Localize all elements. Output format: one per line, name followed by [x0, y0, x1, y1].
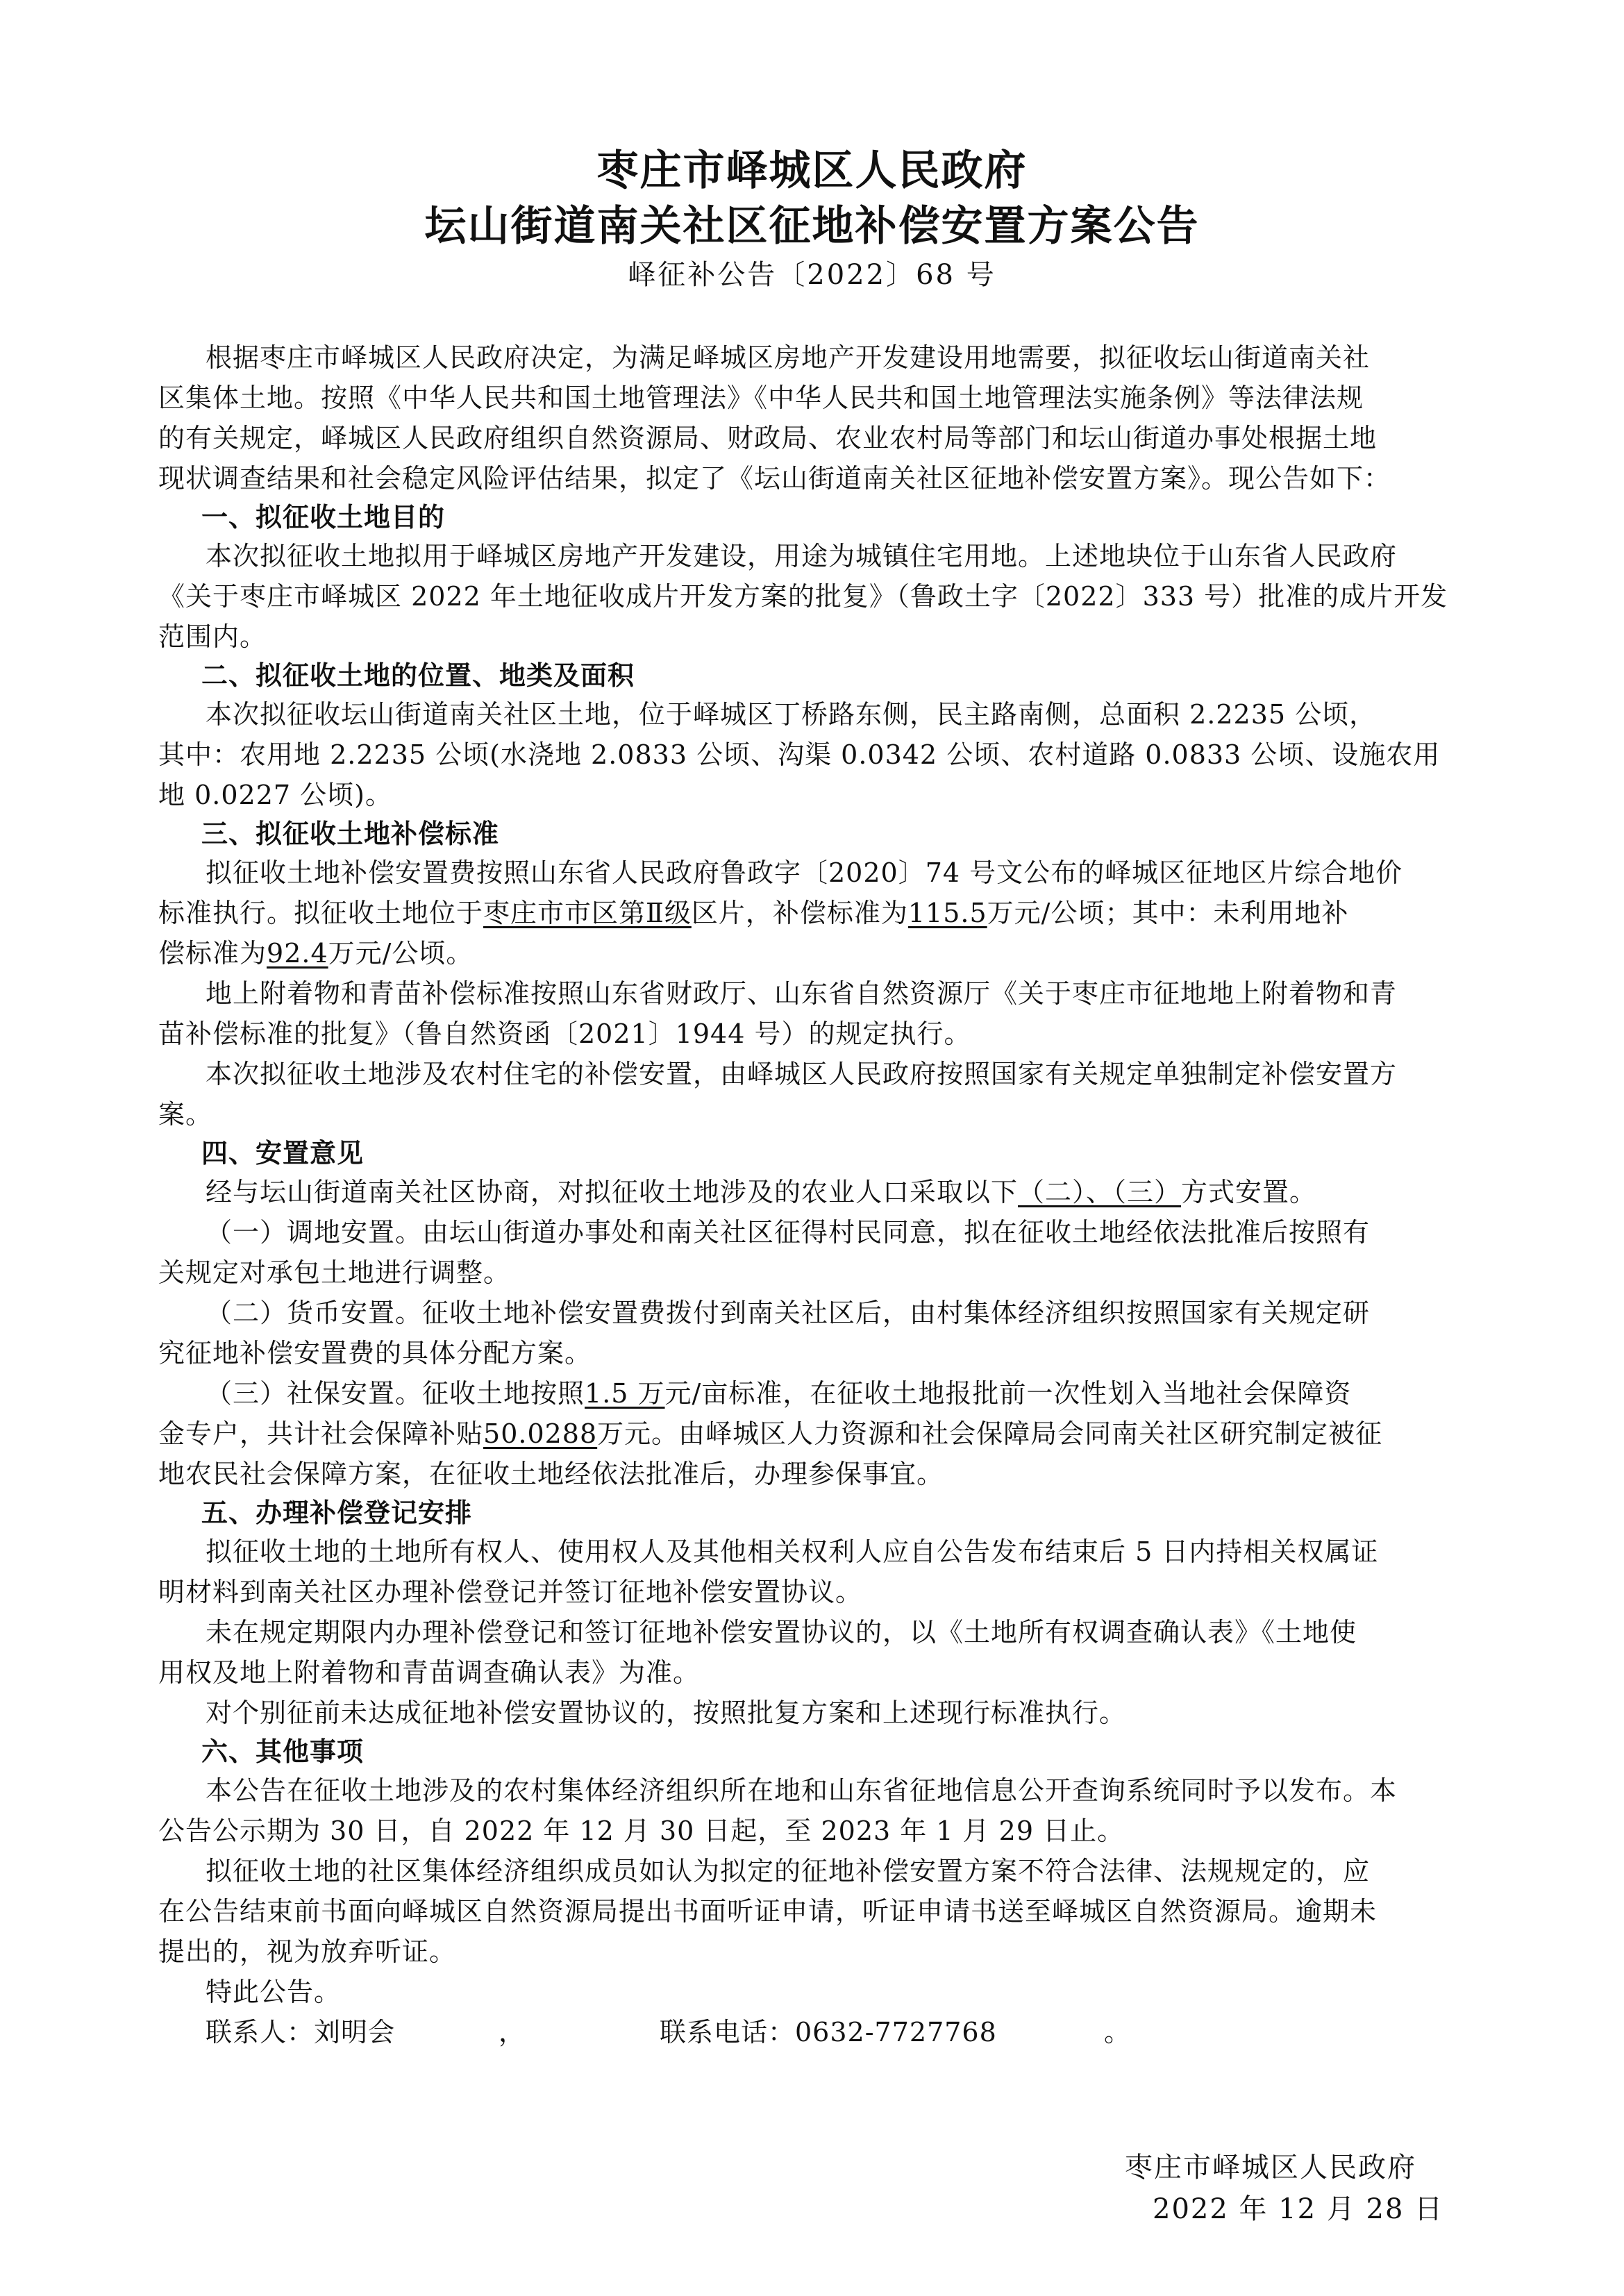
- underlined-value: 50.0288: [483, 1418, 598, 1449]
- paragraph-line: 苗补偿标准的批复》（鲁自然资函〔2021〕1944 号）的规定执行。: [158, 1019, 971, 1049]
- intro-line: 根据枣庄市峄城区人民政府决定，为满足峄城区房地产开发建设用地需要，拟征收坛山街道南关社: [206, 342, 1371, 373]
- paragraph-line: 本次拟征收土地拟用于峄城区房地产开发建设，用途为城镇住宅用地。上述地块位于山东省人民政府: [206, 541, 1398, 571]
- paragraph-line: [158, 936, 1530, 971]
- signature-organization: 枣庄市峄城区人民政府: [1125, 2152, 1416, 2184]
- underlined-value: 枣庄市市区第Ⅱ级: [483, 898, 692, 928]
- paragraph-line: 未在规定期限内办理补偿登记和签订征地补偿安置协议的，以《土地所有权调查确认表》《土地使: [206, 1617, 1357, 1648]
- contact-person: 联系人：刘明会: [206, 2017, 396, 2047]
- paragraph-line: 在公告结束前书面向峄城区自然资源局提出书面听证申请，听证申请书送至峄城区自然资源局。逾期未: [158, 1896, 1378, 1927]
- intro-line: 的有关规定，峄城区人民政府组织自然资源局、财政局、农业农村局等部门和坛山街道办事处根据土地: [158, 423, 1378, 453]
- section-heading: 六、其他事项: [201, 1736, 365, 1767]
- text-run: （三）社保安置。征收土地按照: [206, 1378, 585, 1409]
- paragraph-line: 地 0.0227 公顷)。: [158, 780, 392, 810]
- paragraph-line: [158, 1416, 1530, 1451]
- paragraph-line: 地农民社会保障方案，在征收土地经依法批准后，办理参保事宜。: [158, 1459, 944, 1489]
- paragraph-line: 本次拟征收土地涉及农村住宅的补偿安置，由峄城区人民政府按照国家有关规定单独制定补偿安置方: [206, 1059, 1398, 1089]
- paragraph-line: 关规定对承包土地进行调整。: [158, 1257, 511, 1288]
- document-number: 峄征补公告〔2022〕68 号: [628, 259, 996, 291]
- paragraph-line: 究征地补偿安置费的具体分配方案。: [158, 1338, 592, 1368]
- underlined-value: 92.4: [267, 938, 328, 969]
- paragraph-line: [206, 1175, 1530, 1209]
- intro-line: 区集体土地。按照《中华人民共和国土地管理法》《中华人民共和国土地管理法实施条例》等法律法规: [158, 383, 1364, 413]
- underlined-value: 1.5 万: [585, 1378, 665, 1409]
- paragraph-line: （二）货币安置。征收土地补偿安置费拨付到南关社区后，由村集体经济组织按照国家有关规定研: [206, 1298, 1371, 1328]
- contact-period: 。: [1104, 2017, 1132, 2047]
- paragraph-line: 提出的，视为放弃听证。: [158, 1936, 457, 1967]
- paragraph-line: 本公告在征收土地涉及的农村集体经济组织所在地和山东省征地信息公开查询系统同时予以发布。本: [206, 1775, 1398, 1806]
- section-heading: 五、办理补偿登记安排: [201, 1497, 473, 1528]
- paragraph-line: 拟征收土地补偿安置费按照山东省人民政府鲁政字〔2020〕74 号文公布的峄城区征地区片综合地价: [206, 857, 1403, 888]
- text-run: 万元/公顷。: [328, 938, 474, 969]
- text-run: 偿标准为: [158, 938, 267, 969]
- paragraph-line: 本次拟征收坛山街道南关社区土地，位于峄城区丁桥路东侧，民主路南侧，总面积 2.2235 公顷，: [206, 699, 1377, 730]
- paragraph-line: 公告公示期为 30 日，自 2022 年 12 月 30 日起，至 2023 年 1 月 29 日止。: [158, 1816, 1125, 1846]
- paragraph-line: [206, 1376, 1530, 1411]
- text-run: 万元/公顷；其中：未利用地补: [987, 898, 1349, 928]
- underlined-value: （二）、（三）: [1018, 1177, 1182, 1207]
- contact-separator: ，: [499, 2017, 526, 2047]
- text-run: 标准执行。拟征收土地位于: [158, 898, 484, 928]
- paragraph-line: 拟征收土地的土地所有权人、使用权人及其他相关权利人应自公告发布结束后 5 日内持相关权属证: [206, 1536, 1379, 1567]
- paragraph-line: 地上附着物和青苗补偿标准按照山东省财政厅、山东省自然资源厅《关于枣庄市征地地上附着物和青: [206, 978, 1398, 1009]
- paragraph-line: 明材料到南关社区办理补偿登记并签订征地补偿安置协议。: [158, 1577, 863, 1607]
- text-run: 区片，补偿标准为: [691, 898, 908, 928]
- text-run: 方式安置。: [1181, 1177, 1317, 1207]
- paragraph-line: 案。: [158, 1099, 213, 1130]
- paragraph-line: [158, 896, 1530, 930]
- paragraph-line: 《关于枣庄市峄城区 2022 年土地征收成片开发方案的批复》（鲁政土字〔2022〕333 号）批准的成片开发: [158, 581, 1448, 612]
- text-run: 元/亩标准，在征收土地报批前一次性划入当地社会保障资: [664, 1378, 1352, 1409]
- section-heading: 四、安置意见: [201, 1137, 365, 1168]
- document-title-line2: 坛山街道南关社区征地补偿安置方案公告: [424, 202, 1200, 251]
- contact-phone: 联系电话：0632-7727768: [660, 2017, 997, 2047]
- text-run: 金专户，共计社会保障补贴: [158, 1418, 484, 1449]
- text-run: 经与坛山街道南关社区协商，对拟征收土地涉及的农业人口采取以下: [206, 1177, 1019, 1207]
- paragraph-line: 拟征收土地的社区集体经济组织成员如认为拟定的征地补偿安置方案不符合法律、法规规定的，应: [206, 1856, 1371, 1886]
- contact-line: [158, 2015, 1530, 2050]
- document-title-line1: 枣庄市峄城区人民政府: [596, 146, 1028, 195]
- signature-date: 2022 年 12 月 28 日: [1153, 2193, 1444, 2225]
- section-heading: 三、拟征收土地补偿标准: [201, 818, 500, 849]
- paragraph-line: 范围内。: [158, 621, 267, 652]
- text-run: 万元。由峄城区人力资源和社会保障局会同南关社区研究制定被征: [597, 1418, 1383, 1449]
- section-heading: 一、拟征收土地目的: [201, 501, 446, 533]
- underlined-value: 115.5: [907, 898, 987, 928]
- paragraph-line: （一）调地安置。由坛山街道办事处和南关社区征得村民同意，拟在征收土地经依法批准后按照有: [206, 1217, 1371, 1248]
- section-heading: 二、拟征收土地的位置、地类及面积: [201, 660, 635, 691]
- paragraph-line: 其中：农用地 2.2235 公顷(水浇地 2.0833 公顷、沟渠 0.0342 公顷、农村道路 0.0833 公顷、设施农用: [158, 739, 1441, 770]
- paragraph-line: 对个别征前未达成征地补偿安置协议的，按照批复方案和上述现行标准执行。: [206, 1698, 1127, 1728]
- closing-text: 特此公告。: [206, 1977, 342, 2007]
- paragraph-line: 用权及地上附着物和青苗调查确认表》为准。: [158, 1657, 701, 1688]
- intro-line: 现状调查结果和社会稳定风险评估结果，拟定了《坛山街道南关社区征地补偿安置方案》。现公告如下：: [158, 463, 1391, 494]
